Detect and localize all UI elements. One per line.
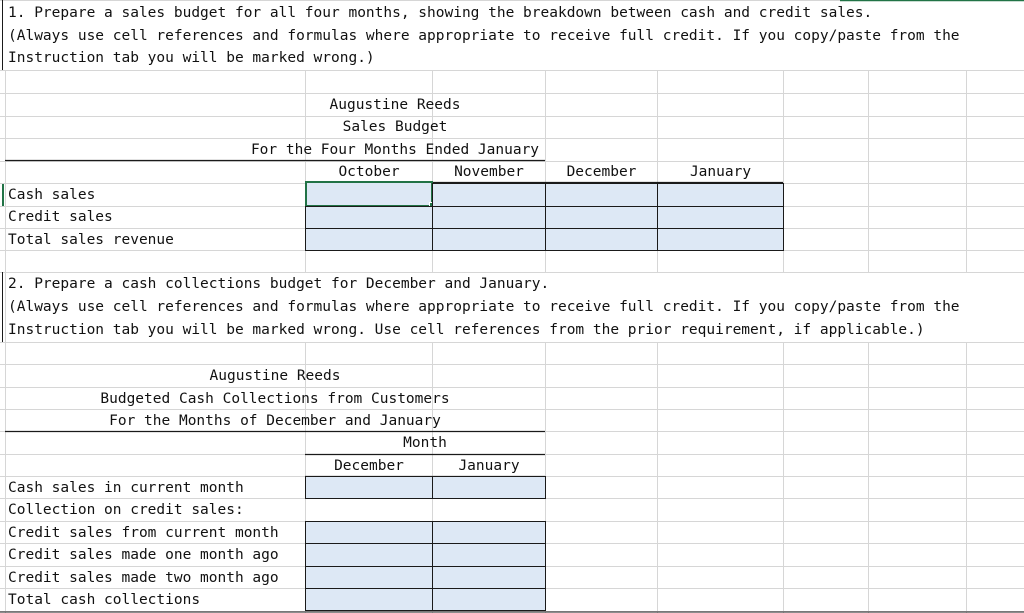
- input-credit-one-month-december[interactable]: [305, 543, 433, 567]
- part1-company-title: Augustine Reeds: [329, 97, 461, 113]
- part2-row-label-credit-one-month: Credit sales made one month ago: [8, 547, 279, 563]
- part2-month-header: Month: [403, 435, 447, 451]
- part2-row-label-credit-two-month: Credit sales made two month ago: [8, 570, 279, 586]
- part2-instruction-line1: 2. Prepare a cash collections budget for December and January.: [8, 276, 550, 292]
- input-total-sales-november[interactable]: [432, 228, 546, 251]
- part1-row-label-credit-sales: Credit sales: [8, 209, 113, 225]
- input-cash-sales-november[interactable]: [432, 183, 546, 207]
- part2-col-header-december: December: [334, 458, 404, 474]
- input-credit-one-month-january[interactable]: [432, 543, 546, 567]
- input-cash-sales-january[interactable]: [657, 183, 784, 207]
- part2-row-label-total-cash-collections: Total cash collections: [8, 592, 201, 608]
- part1-row-label-total-sales-revenue: Total sales revenue: [8, 232, 174, 248]
- part1-col-header-december: December: [566, 164, 637, 180]
- part2-col-header-january: January: [458, 458, 520, 474]
- input-cash-sales-october[interactable]: [305, 181, 433, 207]
- part1-instruction-line3: Instruction tab you will be marked wrong.): [8, 50, 375, 66]
- part2-instruction-line3: Instruction tab you will be marked wrong. Use cell references from the prior requirement, if applicable.): [8, 322, 925, 338]
- part2-row-label-collection-credit: Collection on credit sales:: [8, 502, 244, 518]
- input-total-sales-december[interactable]: [545, 228, 658, 251]
- input-total-collections-december[interactable]: [305, 588, 433, 611]
- input-cash-current-december[interactable]: [305, 476, 433, 499]
- input-credit-sales-january[interactable]: [657, 206, 784, 229]
- part2-budget-title: Budgeted Cash Collections from Customers: [100, 391, 450, 407]
- part1-budget-title: Sales Budget: [342, 119, 448, 135]
- input-credit-sales-november[interactable]: [432, 206, 546, 229]
- input-credit-two-month-december[interactable]: [305, 566, 433, 589]
- part1-col-header-november: November: [454, 164, 524, 180]
- part1-col-header-january: January: [689, 164, 752, 180]
- part2-period-title: For the Months of December and January: [109, 413, 441, 429]
- input-credit-sales-october[interactable]: [305, 206, 433, 229]
- part2-company-title: Augustine Reeds: [209, 368, 341, 384]
- part1-row-label-cash-sales: Cash sales: [8, 187, 96, 203]
- part2-instruction-line2: (Always use cell references and formulas where appropriate to receive full credit. If you copy/paste from the: [8, 299, 960, 315]
- part1-period-title: For the Four Months Ended January: [250, 142, 540, 158]
- part2-row-label-cash-sales-current: Cash sales in current month: [8, 480, 244, 496]
- input-credit-sales-december[interactable]: [545, 206, 658, 229]
- input-credit-two-month-january[interactable]: [432, 566, 546, 589]
- input-credit-current-january[interactable]: [432, 521, 546, 544]
- input-cash-current-january[interactable]: [432, 476, 546, 499]
- part1-col-header-october: October: [338, 164, 400, 180]
- part1-instruction-line1: 1. Prepare a sales budget for all four months, showing the breakdown between cash and credit sales.: [8, 5, 873, 21]
- input-total-sales-january[interactable]: [657, 228, 784, 251]
- input-total-collections-january[interactable]: [432, 588, 546, 611]
- part2-row-label-credit-current: Credit sales from current month: [8, 525, 279, 541]
- input-cash-sales-december[interactable]: [545, 183, 658, 207]
- input-credit-current-december[interactable]: [305, 521, 433, 544]
- part1-instruction-line2: (Always use cell references and formulas where appropriate to receive full credit. If you copy/paste from the: [8, 28, 960, 44]
- row-selection-marker: [2, 184, 4, 206]
- input-total-sales-october[interactable]: [305, 228, 433, 251]
